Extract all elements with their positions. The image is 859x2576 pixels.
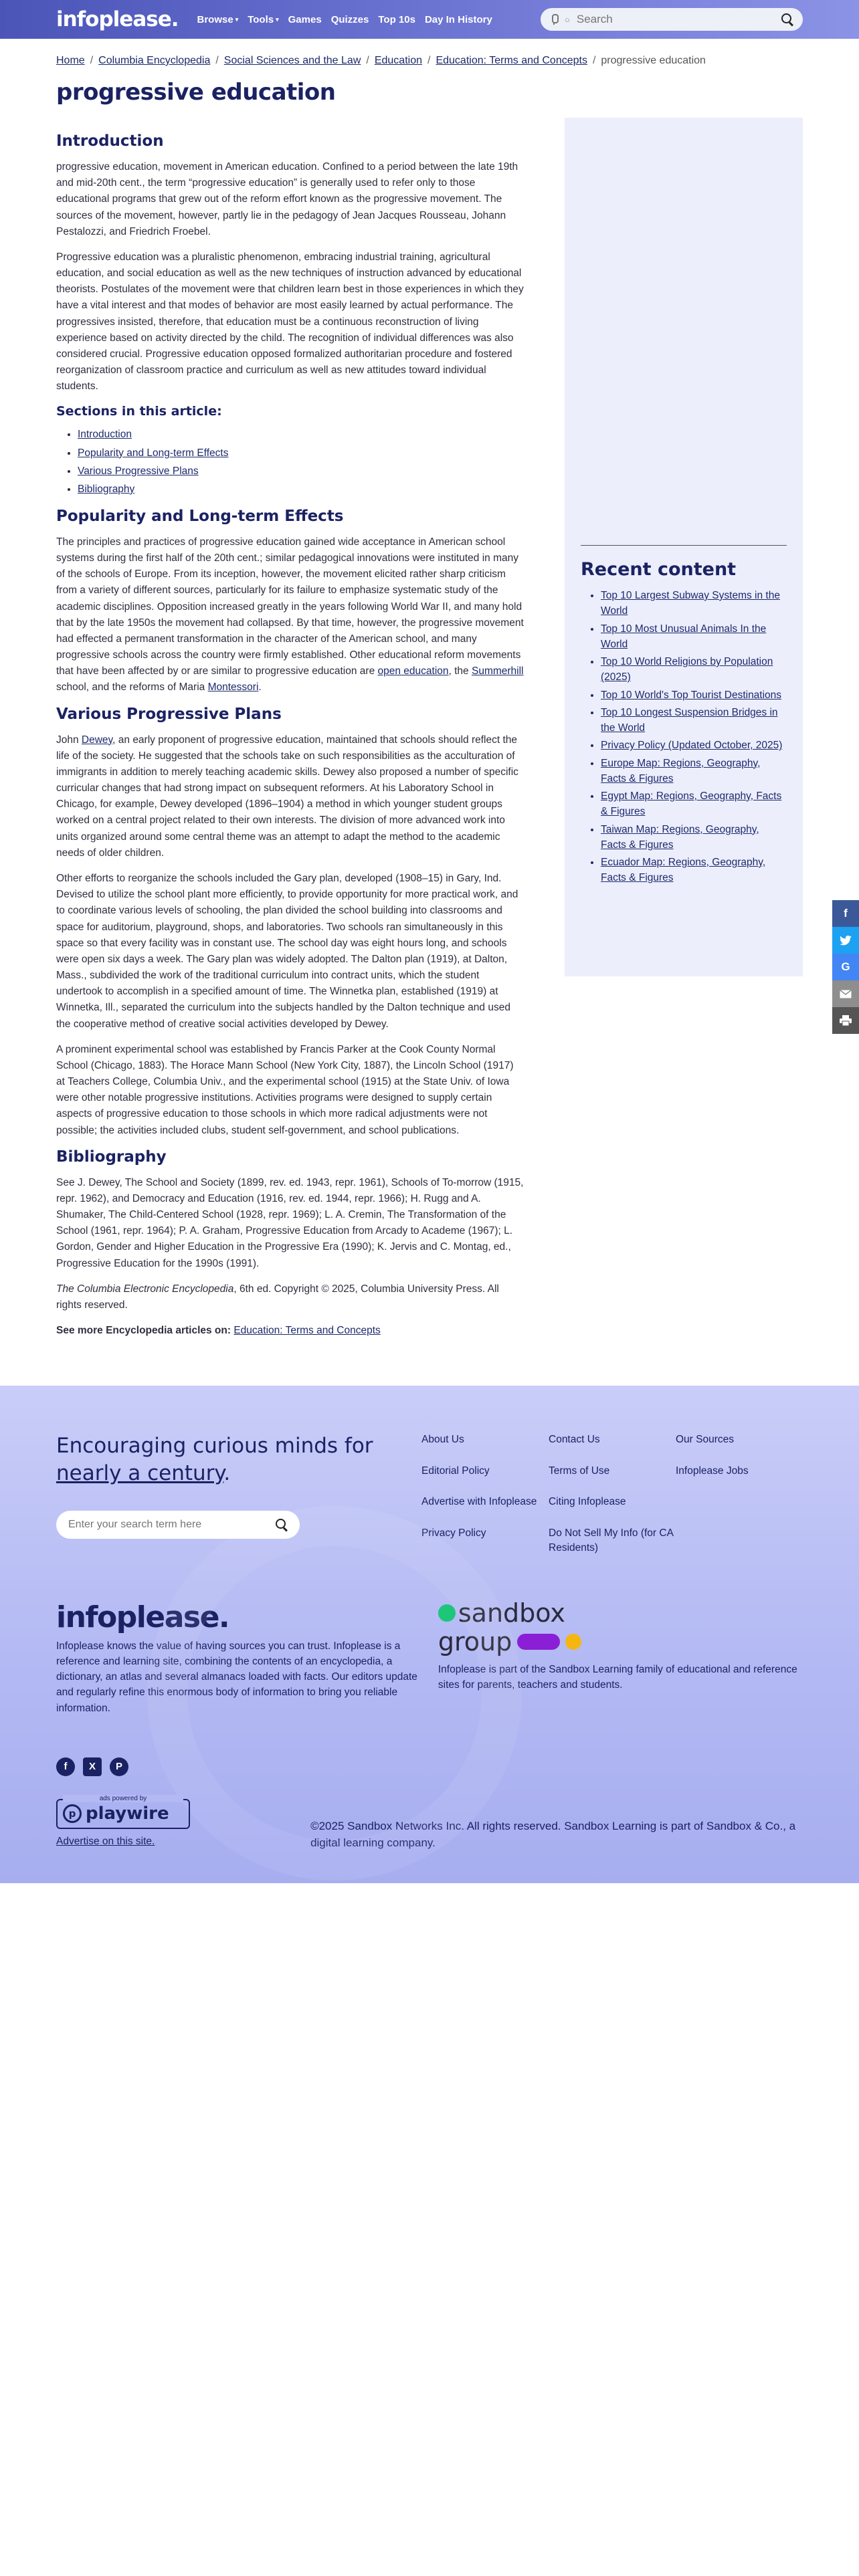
article-body (56, 118, 524, 1348)
microphone-icon[interactable] (550, 14, 558, 25)
section-heading-introduction: Introduction (56, 132, 164, 150)
sandbox-word: sandbox (458, 1598, 565, 1628)
nav-top-10s[interactable]: Top 10s (378, 13, 415, 25)
tagline-text-c: . (223, 1461, 231, 1485)
copyright-source: The Columbia Electronic Encyclopedia (56, 1283, 234, 1295)
main-nav (197, 14, 492, 25)
plans-paragraph-3: A prominent experimental school was established by Francis Parker at the Cook County Normal School (Chicago, 1883). The Horace Mann School (New York City, 1887), the Lincoln School (1917) at Teachers College, Columbia Univ., and the experimental school (1915) at the State Univ. of Iowa were other notable progressive institutions. Activities programs were designed to supply certain aspects of progressive education to those schools in which more radical adjustments were not possible; the activities included clubs, student self-government, and school publications. (56, 1043, 514, 1136)
header-search (541, 8, 803, 31)
section-link-bibliography[interactable]: Bibliography (78, 483, 135, 495)
nav-tools-label: Tools (248, 13, 274, 25)
footer-logo[interactable]: infoplease. (56, 1600, 229, 1634)
recent-link[interactable]: Privacy Policy (Updated October, 2025) (601, 740, 783, 752)
footer-bottom (56, 1794, 803, 1852)
pinterest-icon[interactable]: P (110, 1757, 128, 1776)
recent-link[interactable]: Top 10 Largest Subway Systems in the World (601, 590, 780, 617)
recent-link[interactable]: Ecuador Map: Regions, Geography, Facts & Figures (601, 857, 766, 884)
search-icon[interactable] (276, 1519, 288, 1531)
see-more-label: See more Encyclopedia articles on: (56, 1325, 231, 1337)
popularity-paragraph (56, 534, 524, 696)
recent-link[interactable]: Top 10 Most Unusual Animals In the World (601, 623, 767, 650)
sidebar (565, 118, 803, 976)
breadcrumb-columbia-encyclopedia[interactable]: Columbia Encyclopedia (98, 55, 211, 66)
breadcrumb-social-sciences[interactable]: Social Sciences and the Law (223, 55, 361, 66)
popularity-text-a: The principles and practices of progressive education gained wide acceptance in American school systems during the first half of the 20th cent.; similar pedagogical innovations were instituted in many of the schools of Europe. From its inception, however, the movement elicited rather sharp criticism from a variety of different sources, particularly for its failure to emphasize systematic study of the academic disciplines. Opposition increased greatly in the years following World War II, and many hold that by the late 1950s the movement had collapsed. By that time, however, the progressive movement had effected a permanent transformation in the character of the American school, and many progressive schools across the country were firmly established. Other educational reform movements that have been affected by or are similar to progressive education are (56, 536, 524, 677)
breadcrumb-separator: / (215, 55, 219, 66)
popularity-text-d: . (258, 681, 262, 693)
print-icon[interactable] (832, 1007, 859, 1034)
yellow-dot-icon (565, 1634, 581, 1650)
section-heading-various-plans: Various Progressive Plans (56, 705, 282, 723)
nav-games[interactable]: Games (288, 13, 322, 25)
plans-text-a: John (56, 734, 82, 746)
nav-quizzes[interactable]: Quizzes (330, 13, 369, 25)
list-item (601, 738, 787, 753)
ad-placeholder (581, 118, 787, 546)
nav-browse-label: Browse (197, 13, 233, 25)
google-share-icon[interactable]: G (832, 954, 859, 980)
content-row (56, 118, 803, 1348)
recent-link[interactable]: Top 10 Longest Suspension Bridges in the World (601, 706, 778, 734)
sections-list (78, 425, 524, 498)
bibliography-paragraph: See J. Dewey, The School and Society (1899, rev. ed. 1943, repr. 1961), Schools of To-morrow (1915, repr. 1962), and Democracy and Education (1916, rev. ed. 1944, repr. 1966); H. Rugg and A. Shumaker, The Child-Centered School (1928, repr. 1969); L. A. Cremin, The Transformation of the School (1961, repr. 1964); P. A. Graham, Progressive Education from Arcady to Academe (1967); L. Gordon, Gender and Higher Education in the Progressive Era (1990); K. Jervis and C. Montag, ed., Progressive Education for the 1990s (1991). (56, 1176, 524, 1269)
intro-paragraph-2: Progressive education was a pluralistic phenomenon, embracing industrial training, agricultural education, and social education as well as the new techniques of instruction advanced by educational theorists. Postulates of the movement were that children learn best in those experiences in which they have a vital interest and that modes of behavior are most easily learned by actual performance. The progressives insisted, therefore, that education must be a continuous reconstruction of living experience based on activity directed by the child. The recognition of individual differences was also considered crucial. Progressive education opposed formalized authoritarian procedure and fostered reorganization of classroom practice and curriculum as well as new attitudes toward individual students. (56, 251, 524, 393)
footer-tagline-col (56, 1432, 391, 1555)
plans-paragraph-1 (56, 732, 524, 861)
footer-link-contact-us[interactable]: Contact Us (549, 1434, 600, 1446)
footer-brands (56, 1600, 803, 1716)
recent-link[interactable]: Europe Map: Regions, Geography, Facts & Figures (601, 757, 761, 784)
legal-notice: ©2025 Sandbox Networks Inc. All rights reserved. Sandbox Learning is part of Sandbox & Co., a digital learning company. (310, 1819, 796, 1850)
group-word: group (438, 1626, 512, 1656)
recent-content-heading: Recent content (581, 559, 737, 580)
search-input[interactable] (577, 13, 775, 26)
breadcrumb-education-terms[interactable]: Education: Terms and Concepts (436, 55, 587, 66)
search-icon[interactable] (781, 13, 793, 25)
footer-link-about-us[interactable]: About Us (421, 1434, 464, 1446)
green-dot-icon (438, 1604, 456, 1622)
printer-icon (840, 1015, 852, 1026)
tagline-text-a: Encouraging curious minds for (56, 1434, 373, 1459)
ads-powered-label: ads powered by (63, 1795, 183, 1802)
sandbox-logo[interactable] (438, 1600, 803, 1626)
breadcrumb-education[interactable]: Education (374, 55, 422, 66)
section-link-popularity[interactable]: Popularity and Long-term Effects (78, 447, 229, 459)
sections-heading: Sections in this article: (56, 404, 222, 419)
site-header (0, 0, 859, 39)
site-footer (0, 1386, 859, 1883)
link-summerhill[interactable]: Summerhill (471, 665, 524, 677)
breadcrumb-home[interactable]: Home (56, 55, 85, 66)
list-item (601, 822, 787, 853)
see-more-link[interactable]: Education: Terms and Concepts (233, 1325, 381, 1337)
twitter-share-icon[interactable] (832, 927, 859, 954)
purple-pill-icon (517, 1634, 560, 1650)
footer-link-editorial-policy[interactable]: Editorial Policy (421, 1465, 490, 1477)
ads-col (56, 1794, 256, 1852)
advertise-link[interactable]: Advertise on this site. (56, 1835, 155, 1847)
list-item (78, 480, 524, 498)
infoplease-brand (56, 1600, 427, 1716)
list-item (78, 462, 524, 480)
list-item (601, 756, 787, 787)
breadcrumb-separator: / (90, 55, 94, 66)
breadcrumb-current: progressive education (601, 55, 706, 66)
intro-paragraph-1: progressive education, movement in American education. Confined to a period between the late 19th and mid-20th cent., the term “progressive education” is generally used to refer only to those educational programs that grew out of the reform effort known as the progressive movement. The sources of the movement, however, partly lie in the pedagogy of Jean Jacques Rousseau, Johann Pestalozzi, and Friedrich Froebel. (56, 161, 518, 237)
see-more (56, 1323, 524, 1339)
recent-link[interactable]: Top 10 World's Top Tourist Destinations (601, 689, 782, 701)
advertise-link-wrap (56, 1836, 256, 1848)
envelope-icon (840, 990, 852, 998)
link-dewey[interactable]: Dewey (81, 734, 113, 746)
link-montessori[interactable]: Montessori (207, 681, 259, 693)
separator-icon: ○ (565, 14, 570, 25)
email-share-icon[interactable] (832, 980, 859, 1007)
plans-text-b: , an early proponent of progressive education, maintained that schools should reflect the life of the society. He suggested that the schools take on such responsibilities as the acculturation of immigrants in addition to merely teaching academic skills. Dewey also proposed a number of specific curricular changes that had strong impact on subsequent reformers. At his Laboratory School in Chicago, for example, Dewey developed (1896–1904) a method in which younger student groups worked on a central project related to their own interests. The division of more advanced work into units organized around some central theme was an attempt to adapt the method to the academic needs of older children. (56, 734, 518, 859)
list-item (601, 788, 787, 820)
copyright-text: , 6th ed. Copyright © 2025, Columbia University Press. All rights reserved. (56, 1283, 499, 1311)
infoplease-description: Infoplease knows the value of having sources you can trust. Infoplease is a reference and learning site, combining the contents of an encyclopedia, a dictionary, an atlas and several almanacs loaded with facts. Our editors update and regularly refine this enormous body of information to bring you reliable information. (56, 1640, 417, 1714)
recent-content-list (601, 588, 787, 886)
list-item (601, 705, 787, 736)
share-rail (832, 900, 859, 1034)
playwire-logo (63, 1804, 183, 1824)
sandbox-logo-group (438, 1627, 803, 1656)
footer-link-terms-of-use[interactable]: Terms of Use (549, 1465, 610, 1477)
sandbox-brand (438, 1600, 803, 1716)
chevron-down-icon: ▾ (276, 15, 279, 23)
footer-link-advertise[interactable]: Advertise with Infoplease (421, 1496, 537, 1508)
footer-link-empty (676, 1495, 803, 1509)
facebook-icon[interactable]: f (56, 1757, 75, 1776)
list-item (78, 444, 524, 462)
footer-link-citing[interactable]: Citing Infoplease (549, 1496, 626, 1508)
nav-tools[interactable] (248, 14, 278, 25)
playwire-word: playwire (86, 1803, 169, 1824)
chevron-down-icon: ▾ (235, 15, 239, 23)
footer-link-jobs[interactable]: Infoplease Jobs (676, 1465, 749, 1477)
footer-link-do-not-sell[interactable]: Do Not Sell My Info (for CA Residents) (549, 1527, 674, 1554)
breadcrumb-separator: / (427, 55, 431, 66)
x-twitter-icon[interactable]: X (83, 1757, 102, 1776)
nav-browse[interactable] (197, 14, 239, 25)
breadcrumb (56, 55, 803, 67)
list-item (601, 654, 787, 685)
page-title: progressive education (56, 79, 336, 106)
footer-top (56, 1432, 803, 1555)
recent-link[interactable]: Top 10 World Religions by Population (2025) (601, 656, 773, 683)
footer-search-input[interactable] (68, 1519, 276, 1531)
copyright-notice (56, 1281, 524, 1313)
facebook-share-icon[interactable]: f (832, 900, 859, 927)
list-item (601, 855, 787, 886)
breadcrumb-separator: / (366, 55, 369, 66)
popularity-text-c: school, and the reforms of Maria (56, 681, 208, 693)
list-item (601, 588, 787, 619)
playwire-p-icon: p (63, 1804, 82, 1823)
twitter-bird-icon (840, 936, 852, 946)
playwire-badge[interactable] (56, 1794, 190, 1829)
list-item (78, 425, 524, 443)
link-open-education[interactable]: open education (377, 665, 449, 677)
recent-link[interactable]: Taiwan Map: Regions, Geography, Facts & Figures (601, 823, 759, 851)
list-item (601, 621, 787, 653)
footer-tagline (56, 1432, 391, 1487)
section-link-various-plans[interactable]: Various Progressive Plans (78, 465, 199, 477)
tagline-text-b: nearly a century (56, 1461, 224, 1485)
footer-link-our-sources[interactable]: Our Sources (676, 1434, 735, 1446)
list-item (601, 687, 787, 703)
footer-link-privacy-policy[interactable]: Privacy Policy (421, 1527, 486, 1539)
breadcrumb-separator: / (592, 55, 596, 66)
sandbox-description: Infoplease is part of the Sandbox Learning family of educational and reference sites for parents, teachers and students. (438, 1663, 797, 1691)
footer-links (421, 1432, 803, 1555)
site-logo[interactable]: infoplease. (56, 7, 179, 31)
section-link-introduction[interactable]: Introduction (78, 429, 132, 441)
recent-link[interactable]: Egypt Map: Regions, Geography, Facts & Figures (601, 790, 782, 818)
section-heading-popularity: Popularity and Long-term Effects (56, 507, 344, 525)
popularity-text-b: , the (448, 665, 472, 677)
nav-day-in-history[interactable]: Day In History (424, 13, 492, 25)
footer-search (56, 1511, 300, 1539)
section-heading-bibliography: Bibliography (56, 1148, 167, 1166)
social-links (56, 1757, 803, 1776)
plans-paragraph-2: Other efforts to reorganize the schools included the Gary plan, developed (1908–15) in Gary, Ind. Devised to utilize the school plant more efficiently, to provide opportunity for more practical work, and to coordinate various levels of schooling, the plan divided the school building into classrooms and space for auditorium, playground, shops, and laboratories. Two schools ran simultaneously in this space so that every facility was in constant use. The school day was eight hours long, and schools were open six days a week. The Gary plan was widely adopted. The Dalton plan (1919), at Dalton, Mass., subdivided the work of the traditional curriculum into contract units, which the student undertook to accomplish in a specified amount of time. The Winnetka plan, established (1919) at Winnetka, Ill., separated the curriculum into the subjects handled by the Dalton technique and used the cooperative method of creative social activities developed by Dewey. (56, 873, 518, 1030)
